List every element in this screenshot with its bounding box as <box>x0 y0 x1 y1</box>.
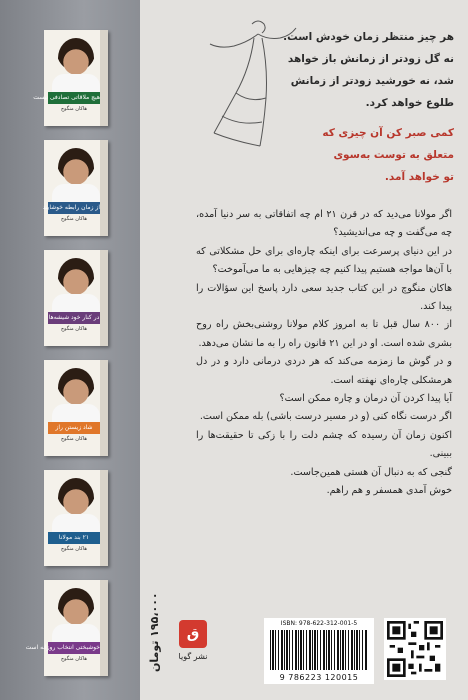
book-title: خوشبختی انتخاب روزانه است <box>48 642 100 654</box>
author-photo <box>58 38 94 78</box>
poem-line: نه گل زودتر از زمانش باز خواهد <box>287 53 454 65</box>
qr-pattern <box>387 621 443 677</box>
poem-line-red: متعلق به توست به‌سوی <box>333 149 454 161</box>
publisher-logo: ق <box>179 620 207 648</box>
book-cover <box>44 140 108 236</box>
price-label: ۱۹۵،۰۰۰ تومان <box>148 592 161 672</box>
blurb-text <box>196 206 452 501</box>
book-title: شاد زیستن راز <box>48 422 100 434</box>
book-title: در کنار خود شیشه‌ها <box>48 312 100 324</box>
book-spine <box>100 140 108 236</box>
author-photo <box>58 258 94 298</box>
barcode-number: 9 786223 120015 <box>279 673 359 682</box>
poem-line-red: تو خواهد آمد. <box>384 171 454 183</box>
poem-line-red: کمی صبر کن آن چیزی که <box>322 127 454 139</box>
author-photo <box>58 368 94 408</box>
author-photo <box>58 588 94 628</box>
publisher-name: نشر گویا <box>178 652 208 661</box>
blurb-paragraph: گنجی که به دنبال آن هستی همین‌جاست. <box>290 466 452 478</box>
book-spine <box>100 580 108 676</box>
blurb-paragraph: خوش آمدی همسفر و هم راهم. <box>326 485 452 497</box>
blurb-paragraph: اکنون زمان آن رسیده که چشم دلت را با زکی تا حقیقت‌ها را ببینی. <box>196 429 452 460</box>
book-cover <box>44 360 108 456</box>
blurb-paragraph: از ۸۰۰ سال قبل تا به امروز کلام مولانا روشنی‌بخش راه روح بشری شده است. او در این ۲۱ قانون راه را به ما نشان می‌دهد. <box>196 319 452 349</box>
author-photo <box>58 478 94 518</box>
author-shirt <box>52 74 100 92</box>
book-title: ۲۱ بند مولانا <box>48 532 100 544</box>
book-author: هاکان منگوچ <box>60 436 88 442</box>
book-spine <box>100 360 108 456</box>
book-author: هاکان منگوچ <box>60 106 88 112</box>
book-cover <box>44 470 108 566</box>
blurb-paragraph: اگر درست نگاه کنی (و در مسیر درست باشی) بله ممکن است. <box>199 411 452 423</box>
book-spine <box>100 30 108 126</box>
author-photo <box>58 148 94 188</box>
author-shirt <box>52 404 100 422</box>
book-cover <box>44 250 108 346</box>
barcode-bars <box>270 630 368 670</box>
blurb-paragraph: هاکان منگوچ در این کتاب جدید سعی دارد پاسخ این سؤالات را پیدا کند. <box>196 282 452 313</box>
isbn-label: ISBN: 978-622-312-001-5 <box>280 620 358 627</box>
book-cover <box>25 580 108 676</box>
publisher-block <box>176 620 210 684</box>
author-shirt <box>52 624 100 642</box>
blurb-paragraph: آیا پیدا کردن آن درمان و چاره ممکن است؟ <box>279 393 452 405</box>
book-title: هیچ ملاقاتی تصادفی نیست <box>48 92 100 104</box>
book-author: هاکان منگوچ <box>60 216 88 222</box>
author-shirt <box>52 294 100 312</box>
book-spine <box>100 250 108 346</box>
poem-line: شد، نه خورشید زودتر از زمانش <box>290 75 454 87</box>
book-author: هاکان منگوچ <box>60 656 88 662</box>
poem-gap <box>198 114 454 122</box>
poem-line: طلوع خواهد کرد. <box>365 97 454 109</box>
author-shirt <box>52 514 100 532</box>
qr-code[interactable] <box>384 618 446 680</box>
book-cover <box>33 30 108 126</box>
blurb-paragraph: و در گوش ما زمزمه می‌کند که هر دردی درمانی دارد و در دل هرمشکلی چاره‌ای نهفته است. <box>196 356 452 386</box>
book-author: هاکان منگوچ <box>60 326 88 332</box>
author-shirt <box>52 184 100 202</box>
book-title: از زمان رابطه خوشایند <box>48 202 100 214</box>
blurb-paragraph: در این دنیای پرسرعت برای اینکه چاره‌ای برای حل مشکلاتی که با آن‌ها مواجه هستیم پیدا کنیم چه چیزهایی به ما می‌آموخت؟ <box>196 245 452 276</box>
blurb-paragraph: اگر مولانا می‌دید که در قرن ۲۱ ام چه اتفاقاتی به سر دنیا آمده، چه می‌گفت و چه می‌اندیشید؟ <box>196 209 452 239</box>
barcode <box>264 618 374 684</box>
book-author: هاکان منگوچ <box>60 546 88 552</box>
poem-line: هر چیز منتظر زمان خودش است. <box>283 31 454 43</box>
poem-block <box>198 26 454 188</box>
book-spine <box>100 470 108 566</box>
